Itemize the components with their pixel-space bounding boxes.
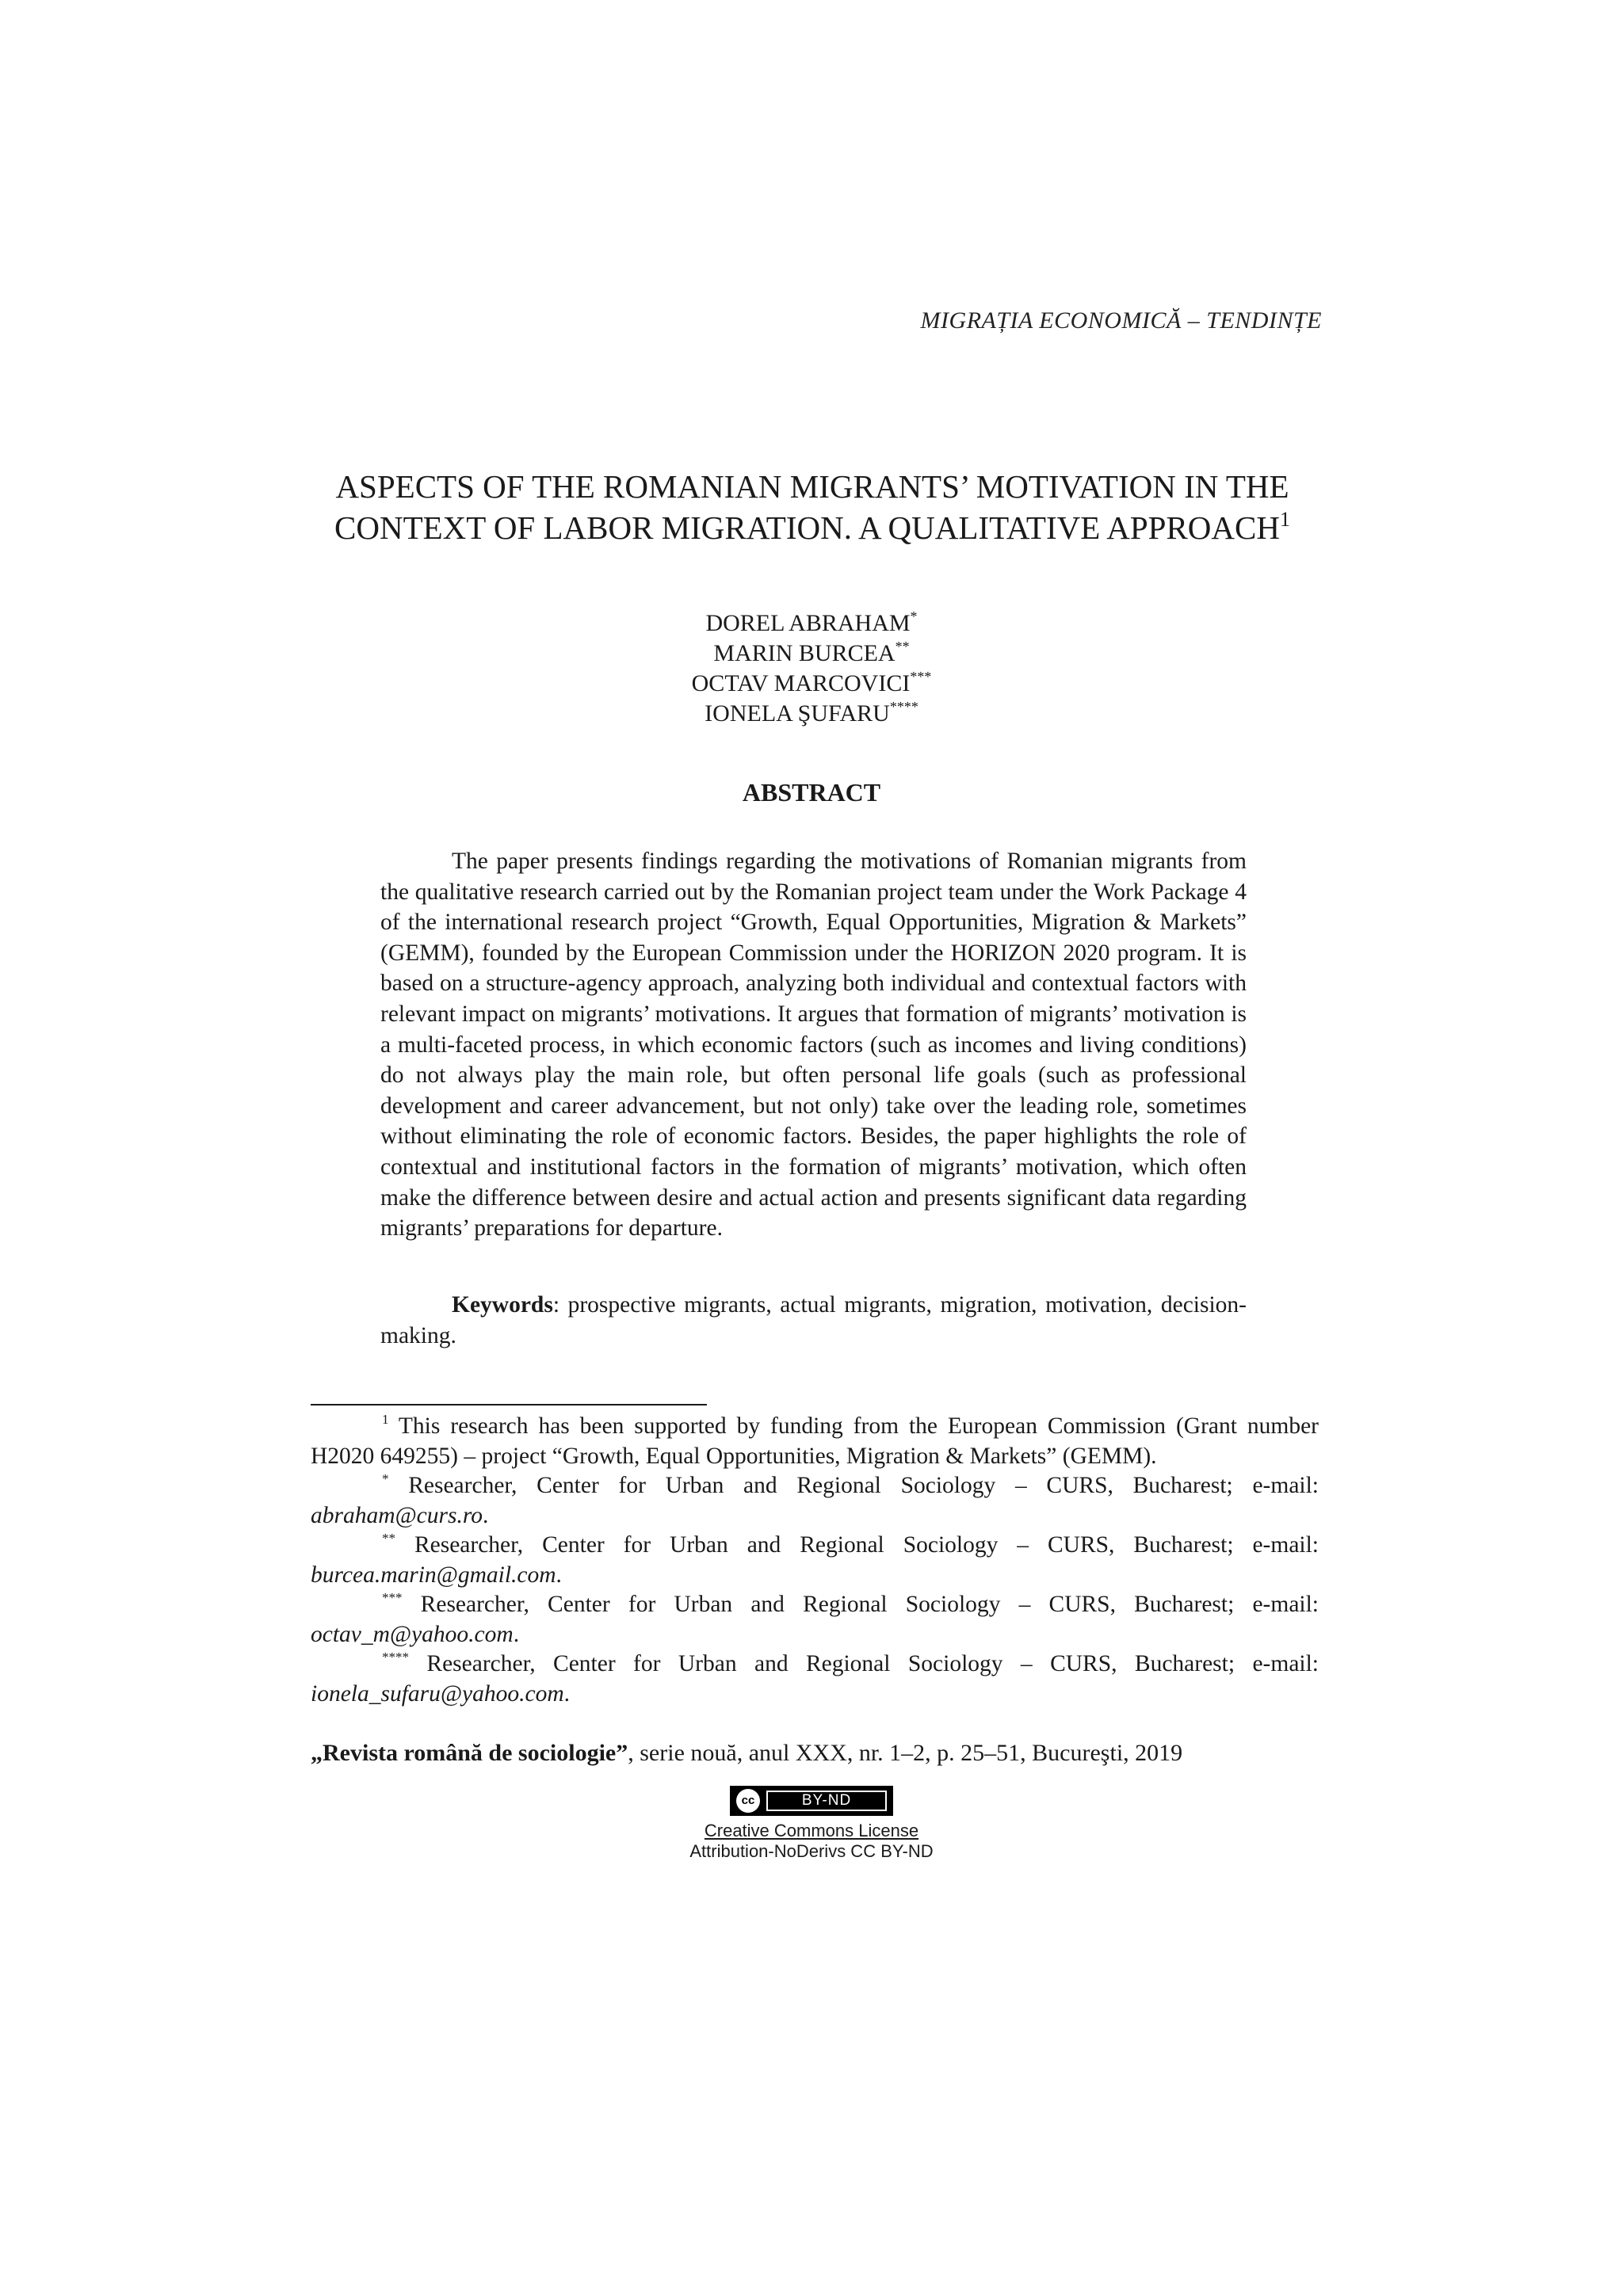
footnote-marker: *** xyxy=(382,1590,403,1605)
footnote: **** Researcher, Center for Urban and Regional Sociology – CURS, Bucharest; e-mail: ionela_sufaru@yahoo.com. xyxy=(311,1650,1319,1707)
author-name: MARIN BURCEA xyxy=(713,640,896,666)
journal-name: „Revista română de sociologie” xyxy=(311,1740,628,1766)
keywords-label: Keywords xyxy=(452,1292,553,1318)
keywords-text: : prospective migrants, actual migrants, migration, motivation, decision-making. xyxy=(380,1292,1247,1348)
cc-logo-icon: cc xyxy=(736,1789,760,1813)
author-email-link[interactable]: burcea.marin@gmail.com xyxy=(311,1562,556,1588)
footnote-marker: **** xyxy=(382,1650,409,1665)
footnote: * Researcher, Center for Urban and Regional Sociology – CURS, Bucharest; e-mail: abraham@curs.ro. xyxy=(311,1471,1319,1528)
footnotes xyxy=(311,1412,1319,1709)
title-line-2-text: CONTEXT OF LABOR MIGRATION. A QUALITATIVE APPROACH xyxy=(334,509,1280,546)
author-email-link[interactable]: abraham@curs.ro xyxy=(311,1502,483,1528)
keywords xyxy=(380,1290,1247,1351)
abstract-body: The paper presents findings regarding the motivations of Romanian migrants from the qualitative research carried out by the Romanian project team under the Work Package 4 of the international research project “Growth, Equal Opportunities, Migration & Markets” (GEMM), founded by the European Commission under the HORIZON 2020 program. It is based on a structure-agency approach, analyzing both individual and contextual factors with relevant impact on migrants’ motivations. It argues that formation of migrants’ motivation is a multi-faceted process, in which economic factors (such as incomes and living conditions) do not always play the main role, but often personal life goals (such as professional development and career advancement, but not only) take over the leading role, sometimes without eliminating the role of economic factors. Besides, the paper highlights the role of contextual and institutional factors in the formation of migrants’ motivation, which often make the difference between desire and actual action and presents significant data regarding migrants’ preparations for departure. xyxy=(380,849,1247,1241)
author-footnote-marker[interactable]: **** xyxy=(889,699,918,715)
journal-citation xyxy=(311,1740,1319,1767)
title-footnote-marker[interactable]: 1 xyxy=(1279,508,1290,531)
author xyxy=(555,669,1068,699)
title-line-2 xyxy=(262,507,1363,548)
author xyxy=(555,608,1068,639)
running-head: MIGRAȚIA ECONOMICĂ – TENDINȚE xyxy=(920,307,1322,334)
author xyxy=(555,639,1068,669)
creative-commons-link[interactable]: Creative Commons License xyxy=(704,1821,919,1840)
footnote: ** Researcher, Center for Urban and Regional Sociology – CURS, Bucharest; e-mail: burcea.marin@gmail.com. xyxy=(311,1531,1319,1588)
author-footnote-marker[interactable]: ** xyxy=(895,639,910,654)
footnote: *** Researcher, Center for Urban and Regional Sociology – CURS, Bucharest; e-mail: octav_m@yahoo.com. xyxy=(311,1590,1319,1647)
footnote-marker: 1 xyxy=(382,1412,389,1427)
footnote-text: This research has been supported by funding from the European Commission (Grant number H2020 649255) – project “Growth, Equal Opportunities, Migration & Markets” (GEMM). xyxy=(311,1413,1319,1469)
citation-details: , serie nouă, anul XXX, nr. 1–2, p. 25–51, Bucureşti, 2019 xyxy=(628,1740,1183,1766)
author-name: DOREL ABRAHAM xyxy=(705,610,911,636)
title-line-1: ASPECTS OF THE ROMANIAN MIGRANTS’ MOTIVATION IN THE xyxy=(335,468,1289,505)
footnote-text: Researcher, Center for Urban and Regional Sociology – CURS, Bucharest; e-mail: xyxy=(395,1532,1319,1558)
footnote-divider xyxy=(311,1404,707,1405)
author-name: OCTAV MARCOVICI xyxy=(691,670,911,696)
license-block xyxy=(653,1786,970,1862)
footnote-marker: * xyxy=(382,1471,389,1486)
author xyxy=(555,699,1068,729)
license-subtext: Attribution-NoDerivs CC BY-ND xyxy=(689,1841,934,1861)
footnote-text: Researcher, Center for Urban and Regional Sociology – CURS, Bucharest; e-mail: xyxy=(402,1592,1319,1617)
footnote-text: Researcher, Center for Urban and Regional Sociology – CURS, Bucharest; e-mail: xyxy=(409,1651,1319,1676)
author-footnote-marker[interactable]: * xyxy=(910,608,918,624)
author-footnote-marker[interactable]: *** xyxy=(910,669,932,685)
author-name: IONELA ŞUFARU xyxy=(705,700,890,727)
paper-title xyxy=(262,466,1363,548)
footnote xyxy=(311,1412,1319,1471)
footnote-text: Researcher, Center for Urban and Regional Sociology – CURS, Bucharest; e-mail: xyxy=(388,1473,1319,1498)
author-email-link[interactable]: octav_m@yahoo.com xyxy=(311,1621,514,1647)
cc-by-nd-badge[interactable] xyxy=(730,1786,893,1816)
cc-license-tag: BY-ND xyxy=(766,1791,887,1811)
author-email-link[interactable]: ionela_sufaru@yahoo.com xyxy=(311,1680,564,1707)
author-list xyxy=(555,608,1068,729)
abstract-heading: ABSTRACT xyxy=(742,778,881,807)
footnote-marker: ** xyxy=(382,1531,395,1546)
